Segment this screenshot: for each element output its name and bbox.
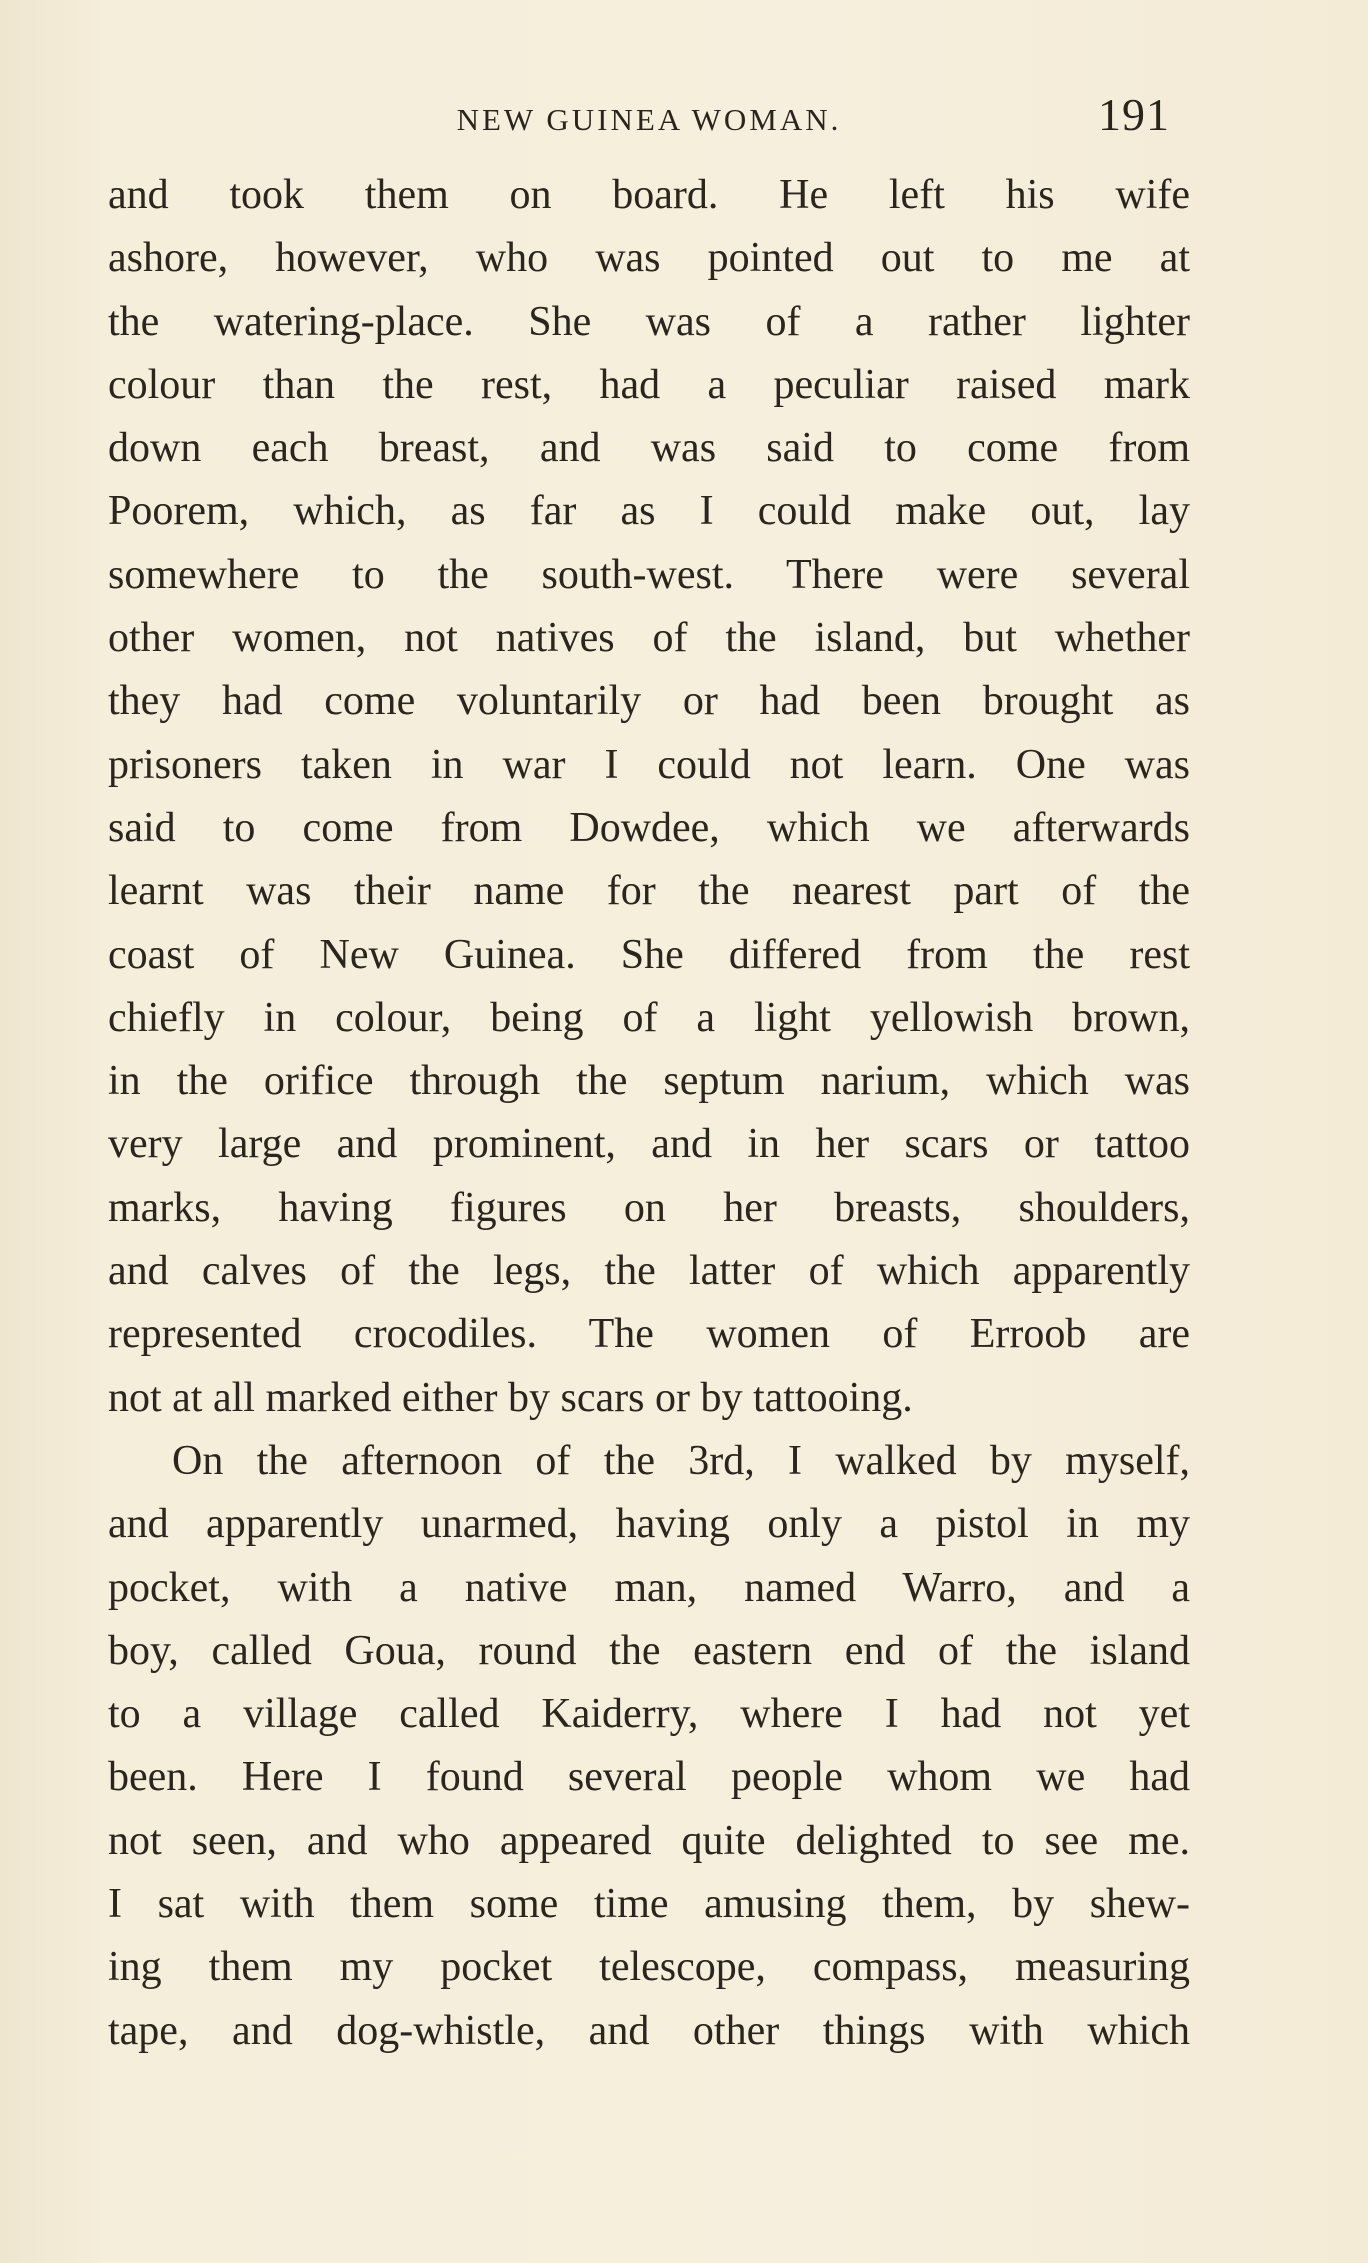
text-line: in the orifice through the septum narium, which was [108, 1058, 1190, 1105]
text-line: prisoners taken in war I could not learn. One was [108, 741, 1190, 788]
text-line: they had come voluntarily or had been brought as [108, 678, 1190, 725]
text-line: not seen, and who appeared quite delighted to see me. [108, 1817, 1190, 1864]
page-number: 191 [1098, 89, 1170, 140]
text-line: to a village called Kaiderry, where I had not yet [108, 1691, 1190, 1738]
text-line: chiefly in colour, being of a light yellowish brown, [108, 994, 1190, 1041]
text-line: other women, not natives of the island, but whether [108, 615, 1190, 662]
text-line: Poorem, which, as far as I could make out, lay [108, 488, 1190, 535]
body-text [108, 164, 1190, 2063]
text-line: pocket, with a native man, named Warro, and a [108, 1564, 1190, 1611]
text-line: learnt was their name for the nearest part of the [108, 868, 1190, 915]
text-line: colour than the rest, had a peculiar raised mark [108, 361, 1190, 408]
paragraph-first-line: On the afternoon of the 3rd, I walked by myself, [172, 1437, 1190, 1484]
text-line: boy, called Goua, round the eastern end of the island [108, 1627, 1190, 1674]
text-line: and calves of the legs, the latter of which apparently [108, 1248, 1190, 1295]
text-line: not at all marked either by scars or by tattooing. [108, 1374, 913, 1421]
text-line: and apparently unarmed, having only a pistol in my [108, 1501, 1190, 1548]
text-line: been. Here I found several people whom we had [108, 1754, 1190, 1801]
text-line: represented crocodiles. The women of Erroob are [108, 1311, 1190, 1358]
running-head: NEW GUINEA WOMAN. [456, 102, 842, 137]
page-header [108, 88, 1190, 148]
text-line: very large and prominent, and in her scars or tattoo [108, 1121, 1190, 1168]
text-line: down each breast, and was said to come from [108, 425, 1190, 472]
text-line: I sat with them some time amusing them, by shew- [108, 1881, 1190, 1928]
text-line: tape, and dog-whistle, and other things with which [108, 2007, 1190, 2054]
text-line: marks, having figures on her breasts, shoulders, [108, 1184, 1190, 1231]
text-line: coast of New Guinea. She differed from the rest [108, 931, 1190, 978]
text-line: said to come from Dowdee, which we afterwards [108, 804, 1190, 851]
text-line: somewhere to the south-west. There were several [108, 551, 1190, 598]
text-line: ashore, however, who was pointed out to me at [108, 235, 1190, 282]
text-line: the watering-place. She was of a rather lighter [108, 298, 1190, 345]
text-line: and took them on board. He left his wife [108, 172, 1190, 218]
text-line: ing them my pocket telescope, compass, measuring [108, 1944, 1190, 1991]
